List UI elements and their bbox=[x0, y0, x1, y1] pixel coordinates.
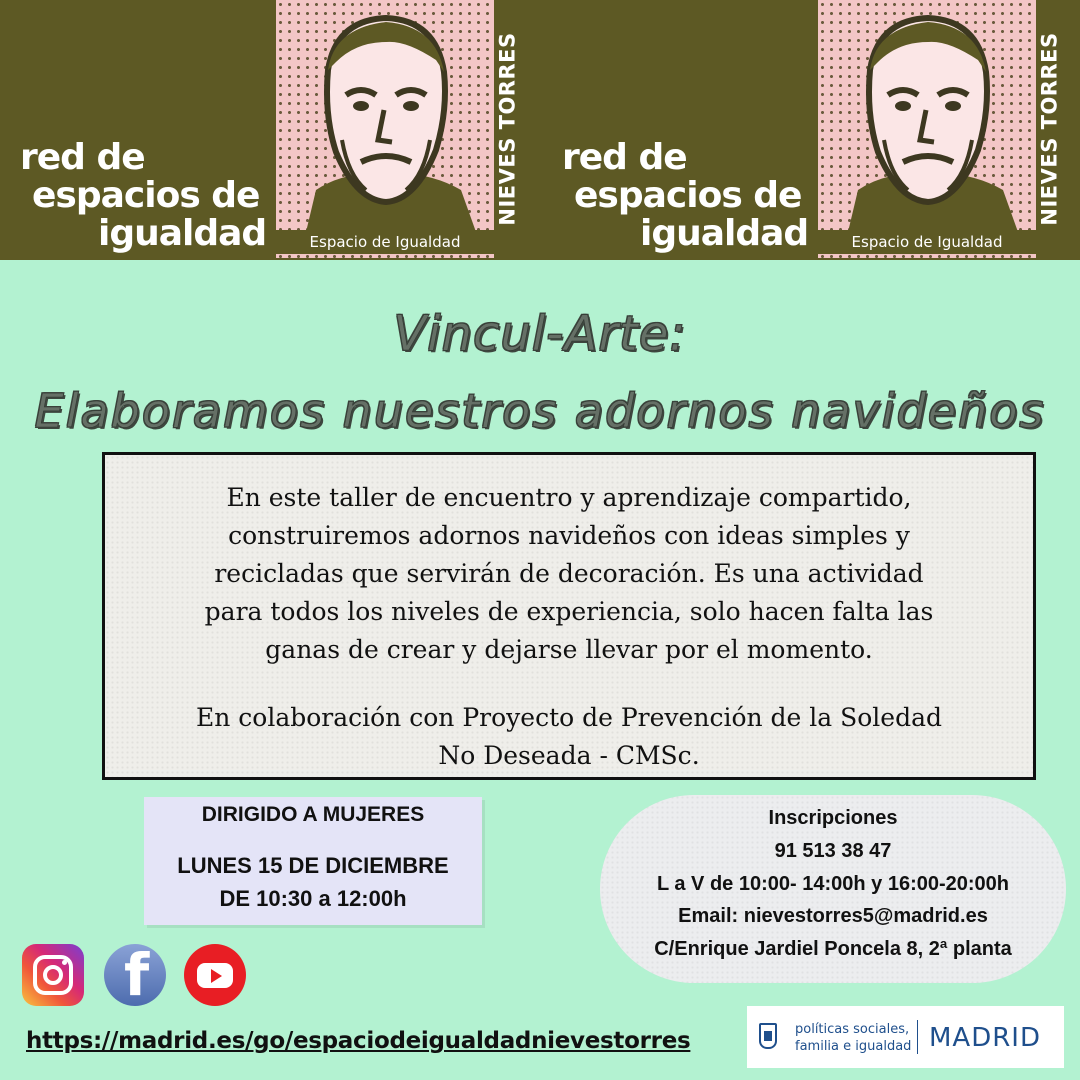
portrait-image-2 bbox=[818, 0, 1036, 258]
audience-card bbox=[144, 797, 482, 925]
portrait-caption: Espacio de Igualdad bbox=[818, 230, 1036, 254]
opening-hours: L a V de 10:00- 14:00h y 16:00-20:00h bbox=[656, 873, 1010, 895]
portrait-illustration bbox=[818, 0, 1036, 232]
madrid-council-logo bbox=[747, 1006, 1064, 1068]
vertical-name-label-2 bbox=[1032, 0, 1068, 258]
department-line-2: familia e igualdad bbox=[795, 1039, 912, 1054]
madrid-crest-icon bbox=[759, 1023, 777, 1049]
camera-dot bbox=[62, 960, 67, 965]
logo-line-2: espacios de bbox=[32, 175, 260, 216]
registration-heading: Inscripciones bbox=[768, 807, 898, 829]
event-date: LUNES 15 DE DICIEMBRE bbox=[177, 853, 449, 878]
madrid-wordmark: MADRID bbox=[929, 1023, 1041, 1053]
collaboration-paragraph bbox=[105, 699, 1033, 775]
phone-number[interactable]: 91 513 38 47 bbox=[774, 840, 892, 862]
event-time: DE 10:30 a 12:00h bbox=[219, 886, 407, 911]
department-name bbox=[795, 1021, 911, 1055]
red-espacios-logo bbox=[20, 137, 267, 254]
logo-line-2: espacios de bbox=[574, 175, 802, 216]
portrait-image bbox=[276, 0, 494, 258]
logo-line-3: igualdad bbox=[640, 213, 809, 254]
vertical-name-text: NIEVES TORRES bbox=[1038, 32, 1063, 226]
logo-divider bbox=[917, 1020, 918, 1054]
website-link[interactable]: https://madrid.es/go/espaciodeigualdadnievestorres bbox=[26, 1028, 691, 1054]
red-espacios-logo-2 bbox=[562, 137, 809, 254]
facebook-icon[interactable] bbox=[104, 944, 166, 1006]
event-title: Vincul-Arte: bbox=[393, 306, 687, 362]
header-banner bbox=[0, 0, 1080, 260]
description-paragraph bbox=[105, 479, 1033, 669]
audience-target: DIRIGIDO A MUJERES bbox=[201, 803, 425, 826]
camera-lens bbox=[43, 965, 63, 985]
portrait-illustration bbox=[276, 0, 494, 232]
email-address[interactable]: Email: nievestorres5@madrid.es bbox=[678, 905, 988, 927]
instagram-icon[interactable] bbox=[22, 944, 84, 1006]
department-line-1: políticas sociales, bbox=[795, 1022, 910, 1037]
event-subtitle: Elaboramos nuestros adornos navideños bbox=[34, 384, 1046, 438]
description-line: En este taller de encuentro y aprendizaje compartido, bbox=[226, 483, 912, 512]
logo-line-3: igualdad bbox=[98, 213, 267, 254]
portrait-caption: Espacio de Igualdad bbox=[276, 230, 494, 254]
collaboration-line: En colaboración con Proyecto de Prevención de la Soledad bbox=[195, 703, 943, 732]
vertical-name-label bbox=[490, 0, 526, 258]
collaboration-line: No Deseada - CMSc. bbox=[438, 741, 700, 770]
youtube-icon[interactable] bbox=[184, 944, 246, 1006]
facebook-glyph: f bbox=[124, 944, 150, 1006]
play-triangle bbox=[211, 969, 222, 983]
contact-info-card bbox=[600, 795, 1066, 983]
logo-line-1: red de bbox=[20, 137, 145, 178]
description-line: recicladas que servirán de decoración. Es una actividad bbox=[214, 559, 924, 588]
description-line: para todos los niveles de experiencia, solo hacen falta las bbox=[204, 597, 934, 626]
description-line: ganas de crear y dejarse llevar por el momento. bbox=[265, 635, 873, 664]
vertical-name-text: NIEVES TORRES bbox=[496, 32, 521, 226]
logo-line-1: red de bbox=[562, 137, 687, 178]
description-box bbox=[102, 452, 1036, 780]
street-address: C/Enrique Jardiel Poncela 8, 2ª planta bbox=[654, 938, 1012, 960]
description-line: construiremos adornos navideños con ideas simples y bbox=[228, 521, 910, 550]
